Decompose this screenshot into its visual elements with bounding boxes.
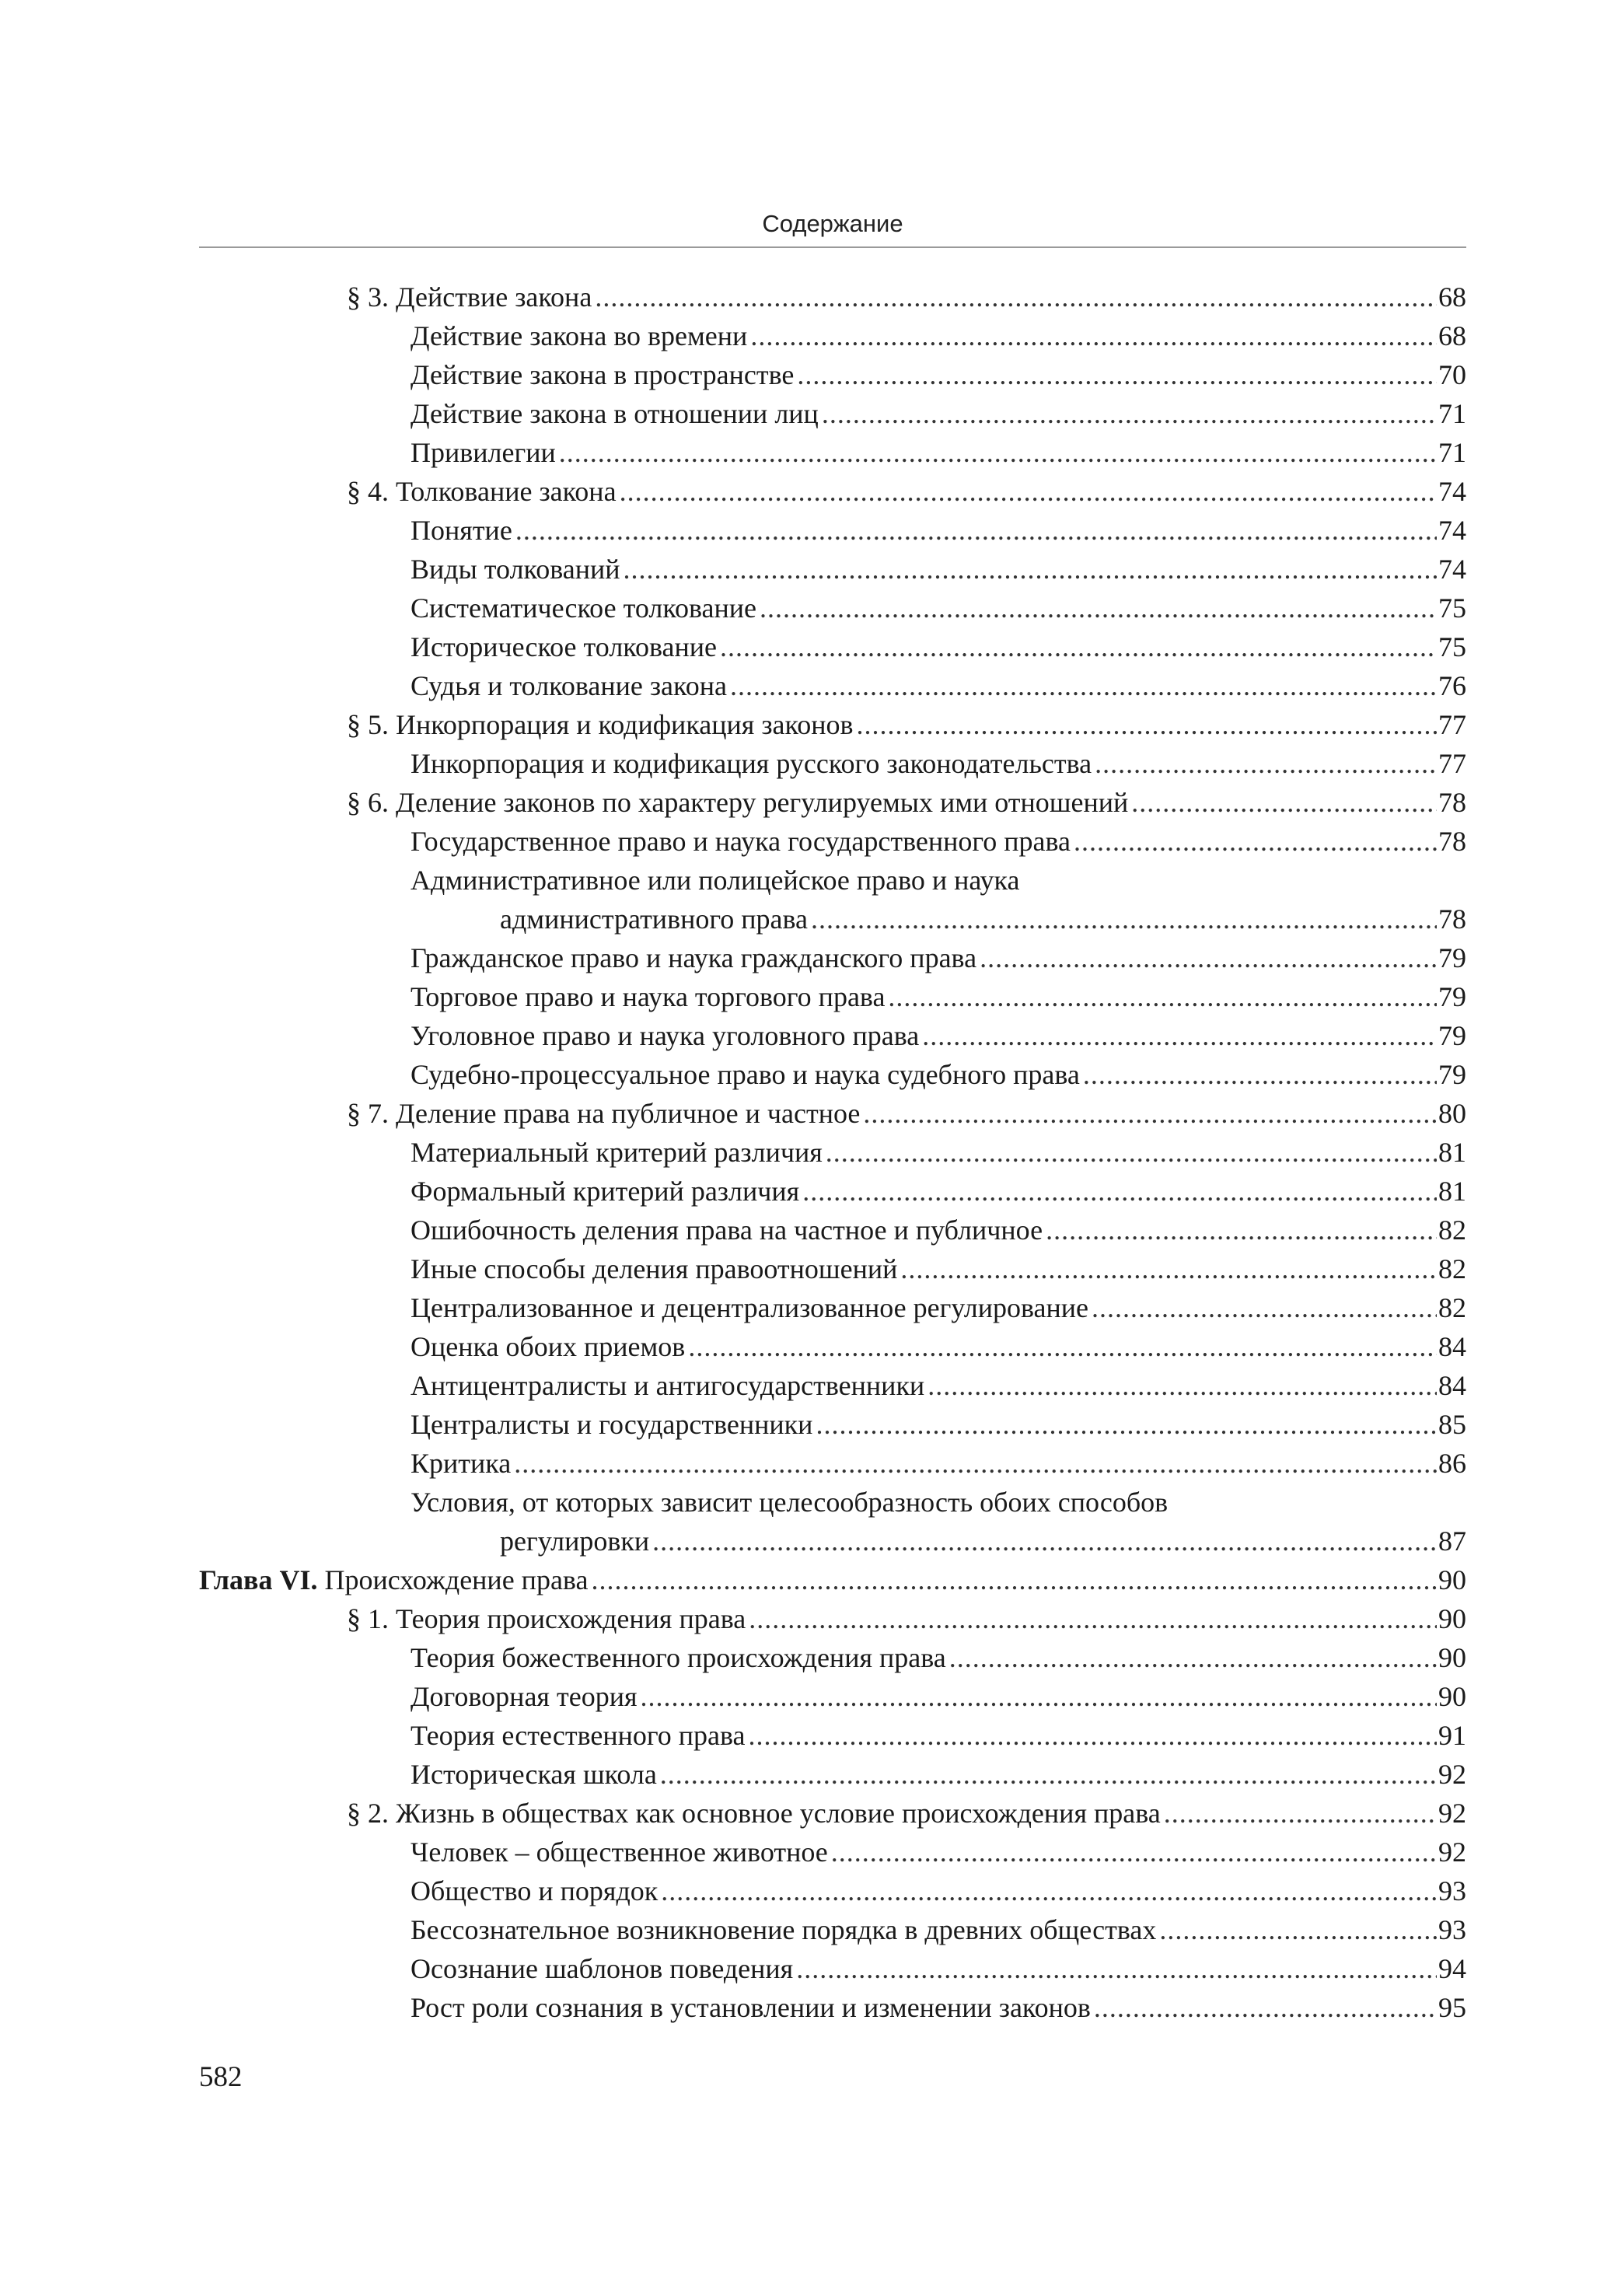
toc-subsection-entry [199,1055,1466,1094]
toc-subsection-entry [199,1871,1466,1910]
toc-page-number: 87 [1438,1525,1466,1557]
dot-leader [1131,783,1437,822]
toc-entry-title: Осознание шаблонов поведения [410,1953,794,1984]
toc-page-number: 84 [1438,1331,1466,1362]
toc-subsection-entry [199,1988,1466,2027]
toc-section-entry [199,472,1466,511]
toc-entry-title: Судья и толкование закона [410,670,727,701]
dot-leader [900,1249,1437,1288]
toc-subsection-entry [199,1366,1466,1405]
toc-subsection-entry [199,1016,1466,1055]
toc-page-number: 90 [1438,1564,1466,1595]
dot-leader [515,511,1437,550]
toc-entry-title: Теория естественного права [410,1720,746,1751]
toc-page-number: 91 [1438,1720,1466,1751]
toc-section-entry [199,1599,1466,1638]
toc-page-number: 78 [1438,787,1466,818]
toc-subsection-entry [199,900,1466,938]
dot-leader [688,1327,1437,1366]
dot-leader [811,900,1437,938]
dot-leader [749,1599,1437,1638]
page-number: 582 [199,2061,243,2093]
toc-page-number: 92 [1438,1836,1466,1868]
toc-entry-title: Историческая школа [410,1759,657,1790]
toc-entry-title: Бессознательное возникновение порядка в древних обществах [410,1914,1157,1945]
dot-leader [949,1638,1437,1677]
dot-leader [1074,822,1437,861]
toc-entry-title: Иные способы деления правоотношений [410,1253,898,1284]
toc-page-number: 68 [1438,281,1466,313]
toc-entry-title: Действие закона во времени [410,320,748,351]
toc-subsection-entry [199,1677,1466,1716]
toc-entry-title: регулировки [500,1525,650,1557]
dot-leader [796,1949,1437,1988]
toc-section-entry [199,1794,1466,1833]
toc-subsection-entry [199,550,1466,589]
toc-page-number: 79 [1438,942,1466,973]
toc-entry-title: Человек – общественное животное [410,1836,828,1868]
toc-entry-title: Формальный критерий различия [410,1176,800,1207]
toc-page-number: 71 [1438,437,1466,468]
toc-entry-title: административного права [500,903,808,935]
dot-leader [1046,1211,1437,1249]
toc-entry-title: § 3. Действие закона [347,281,592,313]
toc-page-number: 74 [1438,476,1466,507]
dot-leader [760,589,1437,627]
toc-page-number: 75 [1438,592,1466,624]
dot-leader [730,666,1437,705]
toc-page-number: 86 [1438,1448,1466,1479]
chapter-title: Происхождение права [317,1564,589,1595]
toc-page-number: 71 [1438,398,1466,429]
toc-subsection-entry [199,1522,1466,1560]
toc-page-number: 82 [1438,1214,1466,1246]
dot-leader [661,1871,1437,1910]
toc-entry-title: § 7. Деление права на публичное и частное [347,1098,861,1129]
toc-page-number: 93 [1438,1875,1466,1906]
toc-entry-title: Гражданское право и наука гражданского права [410,942,977,973]
toc-page-number: 81 [1438,1137,1466,1168]
dot-leader [750,316,1437,355]
dot-leader [831,1833,1437,1871]
toc-subsection-entry [199,433,1466,472]
dot-leader [1094,1988,1437,2027]
toc-page-number: 82 [1438,1253,1466,1284]
toc-page-number: 78 [1438,903,1466,935]
toc-entry-title: Действие закона в пространстве [410,359,795,390]
chapter-label: Глава VI. [199,1564,318,1595]
toc-subsection-entry [199,355,1466,394]
toc-entry-title: § 2. Жизнь в обществах как основное условие происхождения права [347,1798,1161,1829]
toc-subsection-entry [199,938,1466,977]
toc-subsection-entry [199,316,1466,355]
toc-entry-title: Государственное право и наука государственного права [410,826,1071,857]
toc-subsection-entry [199,1288,1466,1327]
dot-leader [1095,744,1437,783]
table-of-contents [199,278,1466,2027]
dot-leader [514,1444,1437,1483]
toc-page-number: 70 [1438,359,1466,390]
dot-leader [816,1405,1437,1444]
toc-entry-title: Систематическое толкование [410,592,757,624]
toc-subsection-entry [199,627,1466,666]
toc-subsection-entry [199,744,1466,783]
toc-page-number: 77 [1438,709,1466,740]
toc-page-number: 82 [1438,1292,1466,1323]
toc-page-number: 95 [1438,1992,1466,2023]
toc-entry-title: Общество и порядок [410,1875,659,1906]
toc-entry-title: Судебно-процессуальное право и наука судебного права [410,1059,1080,1090]
dot-leader [822,394,1437,433]
toc-section-entry [199,1094,1466,1133]
toc-entry-title: Теория божественного происхождения права [410,1642,946,1673]
toc-section-entry [199,783,1466,822]
toc-entry-title: § 5. Инкорпорация и кодификация законов [347,709,854,740]
toc-entry-title: § 4. Толкование закона [347,476,617,507]
dot-leader [620,472,1437,511]
toc-subsection-entry [199,1638,1466,1677]
toc-subsection-entry [199,666,1466,705]
toc-page-number: 94 [1438,1953,1466,1984]
toc-page-number: 79 [1438,1059,1466,1090]
toc-subsection-entry [199,861,1466,900]
dot-leader [652,1522,1437,1560]
toc-entry-title: Административное или полицейское право и наука [410,865,1020,896]
header-divider [199,246,1466,248]
toc-entry-title: Историческое толкование [410,631,717,662]
dot-leader [720,627,1437,666]
toc-entry-title: Централизованное и децентрализованное регулирование [410,1292,1089,1323]
toc-entry-title: Рост роли сознания в установлении и изменении законов [410,1992,1091,2023]
toc-entry-title: Действие закона в отношении лиц [410,398,819,429]
toc-subsection-entry [199,1833,1466,1871]
dot-leader [928,1366,1437,1405]
dot-leader [980,938,1437,977]
dot-leader [641,1677,1437,1716]
toc-entry-title: Ошибочность деления права на частное и публичное [410,1214,1043,1246]
dot-leader [749,1716,1437,1755]
toc-subsection-entry [199,1405,1466,1444]
toc-entry-title: Централисты и государственники [410,1409,813,1440]
dot-leader [922,1016,1437,1055]
toc-page-number: 78 [1438,826,1466,857]
toc-subsection-entry [199,1483,1466,1522]
toc-entry-title: Инкорпорация и кодификация русского законодательства [410,748,1092,779]
toc-entry-title [199,1560,588,1599]
toc-entry-title: Понятие [410,515,512,546]
toc-page-number: 93 [1438,1914,1466,1945]
toc-entry-title: Антицентралисты и антигосударственники [410,1370,925,1401]
toc-chapter-entry [199,1560,1466,1599]
toc-page-number: 81 [1438,1176,1466,1207]
toc-subsection-entry [199,1172,1466,1211]
toc-subsection-entry [199,511,1466,550]
dot-leader [1092,1288,1437,1327]
toc-entry-title: Критика [410,1448,512,1479]
toc-section-entry [199,705,1466,744]
dot-leader [888,977,1437,1016]
toc-entry-title: Материальный критерий различия [410,1137,823,1168]
toc-entry-title: Оценка обоих приемов [410,1331,686,1362]
dot-leader [559,433,1437,472]
toc-subsection-entry [199,1949,1466,1988]
dot-leader [797,355,1437,394]
toc-page-number: 74 [1438,515,1466,546]
dot-leader [802,1172,1437,1211]
toc-page-number: 92 [1438,1759,1466,1790]
running-header: Содержание [762,210,903,237]
toc-subsection-entry [199,1910,1466,1949]
toc-subsection-entry [199,1133,1466,1172]
toc-entry-title: Уголовное право и наука уголовного права [410,1020,920,1051]
toc-entry-title: Привилегии [410,437,556,468]
dot-leader [1164,1794,1437,1833]
toc-entry-title: Виды толкований [410,554,620,585]
toc-subsection-entry [199,1211,1466,1249]
toc-subsection-entry [199,589,1466,627]
toc-page-number: 75 [1438,631,1466,662]
toc-page-number: 90 [1438,1681,1466,1712]
toc-entry-title: § 6. Деление законов по характеру регулируемых ими отношений [347,787,1129,818]
toc-entry-title: § 1. Теория происхождения права [347,1603,746,1634]
dot-leader [863,1094,1437,1133]
toc-page-number: 80 [1438,1098,1466,1129]
toc-entry-title: Условия, от которых зависит целесообразность обоих способов [410,1487,1169,1518]
toc-page-number: 74 [1438,554,1466,585]
toc-section-entry [199,278,1466,316]
toc-page-number: 90 [1438,1642,1466,1673]
toc-page-number: 77 [1438,748,1466,779]
toc-subsection-entry [199,1327,1466,1366]
toc-subsection-entry [199,1444,1466,1483]
toc-page-number: 79 [1438,981,1466,1012]
dot-leader [826,1133,1437,1172]
dot-leader [624,550,1438,589]
toc-entry-title: Договорная теория [410,1681,638,1712]
toc-subsection-entry [199,977,1466,1016]
toc-page-number: 92 [1438,1798,1466,1829]
toc-page-number: 90 [1438,1603,1466,1634]
toc-entry-title: Торговое право и наука торгового права [410,981,886,1012]
toc-page-number: 79 [1438,1020,1466,1051]
dot-leader [856,705,1437,744]
toc-page-number: 85 [1438,1409,1466,1440]
toc-subsection-entry [199,822,1466,861]
dot-leader [591,1560,1437,1599]
toc-page-number: 76 [1438,670,1466,701]
toc-subsection-entry [199,394,1466,433]
toc-page-number: 68 [1438,320,1466,351]
dot-leader [660,1755,1437,1794]
dot-leader [595,278,1437,316]
toc-subsection-entry [199,1716,1466,1755]
toc-subsection-entry [199,1755,1466,1794]
toc-subsection-entry [199,1249,1466,1288]
dot-leader [1159,1910,1437,1949]
toc-page-number: 84 [1438,1370,1466,1401]
dot-leader [1083,1055,1437,1094]
